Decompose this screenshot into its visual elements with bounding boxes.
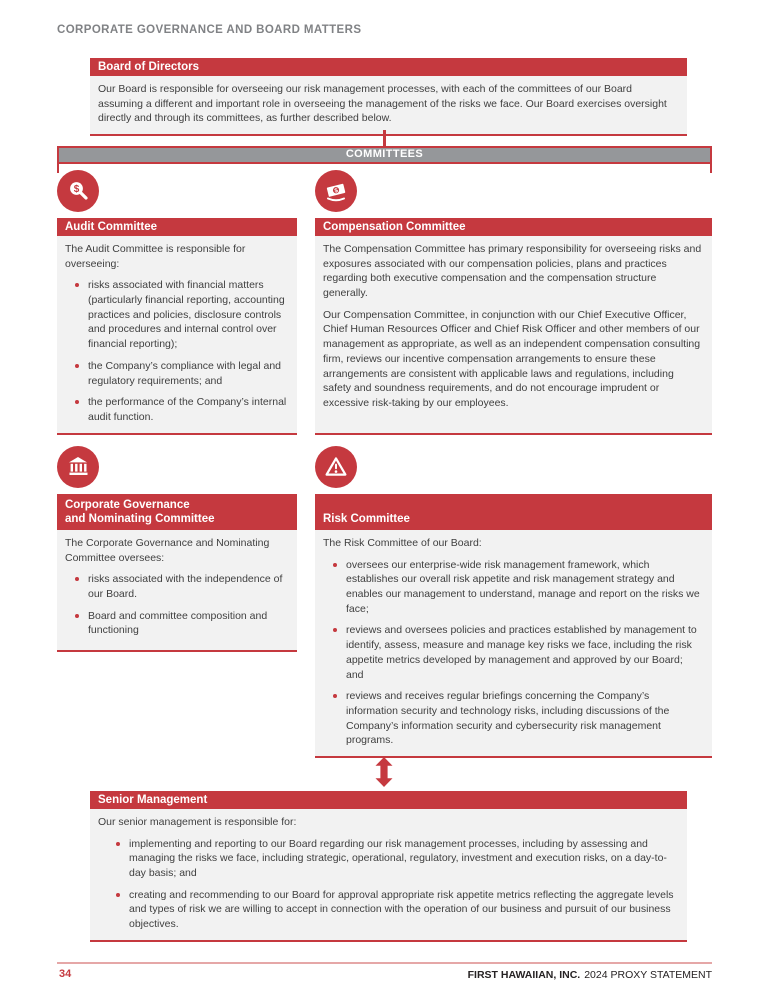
page-title: CORPORATE GOVERNANCE AND BOARD MATTERS	[57, 24, 362, 36]
footer-doc-name: 2024 PROXY STATEMENT	[584, 969, 712, 981]
committees-bar: COMMITTEES	[57, 146, 712, 164]
risk-intro: The Risk Committee of our Board:	[323, 537, 482, 549]
bullet-dot-icon	[75, 283, 79, 287]
governance-committee-box	[57, 446, 297, 652]
senior-management-box	[90, 791, 687, 942]
board-to-committees-connector	[383, 130, 386, 146]
list-item	[333, 623, 703, 682]
footer-page-number: 34	[59, 968, 72, 980]
committees-row-2	[57, 446, 712, 758]
governance-intro: The Corporate Governance and Nominating Committee oversees:	[65, 537, 270, 564]
list-item	[75, 395, 288, 424]
risk-committee-body	[315, 530, 712, 758]
governance-header-line-2: and Nominating Committee	[65, 513, 215, 525]
governance-committee-body	[57, 530, 297, 652]
footer-company-name: FIRST HAWAIIAN, INC.	[467, 969, 581, 981]
compensation-committee-body	[315, 236, 712, 435]
compensation-paragraph: Our Compensation Committee, in conjunction with our Chief Executive Officer, Chief Human Resources Officer and Chief Risk Officer and other members of our management as appropriate, as well as an independent compensation consulting firm, reviews our incentive compensation arrangements to ensure these arrangements are consistent with applicable laws and regulations, including safety and soundness requirements, and do not encourage imprudent or excessive risk-taking by our employees.	[323, 308, 701, 409]
committees-row-1	[57, 170, 712, 435]
board-of-directors-body: Our Board is responsible for overseeing our risk management processes, with each of the committees of our Board assuming a different and important role in overseeing the management of the risks we face. Our Board exercises oversight directly and through its committees, as further described below.	[90, 76, 687, 136]
svg-text:$: $	[73, 184, 80, 195]
audit-committee-body	[57, 236, 297, 435]
senior-management-header: Senior Management	[90, 791, 687, 809]
bullet-text: reviews and oversees policies and practices established by management to identify, assess, measure and manage key risks we face, including the risk appetite metrics developed by management and approved by our Board; and	[346, 624, 697, 681]
list-item	[75, 359, 288, 388]
list-item	[75, 609, 288, 638]
svg-text:$: $	[333, 188, 339, 195]
senior-management-bullet-list	[98, 837, 678, 932]
governance-header-line-1: Corporate Governance	[65, 498, 190, 511]
bullet-dot-icon	[75, 577, 79, 581]
bullet-dot-icon	[333, 628, 337, 632]
bank-building-icon	[57, 446, 99, 488]
bullet-dot-icon	[75, 400, 79, 404]
bullet-text: creating and recommending to our Board for approval appropriate risk appetite metrics reflecting the aggregate levels and types of risk we are willing to accept in connection with the operation of our business and pursuit of our business objectives.	[129, 888, 674, 931]
bullet-dot-icon	[75, 364, 79, 368]
senior-management-body	[90, 809, 687, 942]
money-in-hand-icon	[315, 170, 357, 212]
bullet-text: reviews and receives regular briefings concerning the Company’s information security and technology risks, including discussions of the Company’s information security and cybersecurity risk management programs.	[346, 690, 670, 747]
compensation-committee-box	[315, 170, 712, 435]
list-item	[116, 837, 678, 881]
risk-committee-box	[315, 446, 712, 758]
footer-divider	[57, 962, 712, 964]
bullet-text: oversees our enterprise-wide risk management framework, which establishes our overall risk appetite and risk management strategy and enables our management to understand, manage and report on the risks we face;	[346, 558, 700, 615]
magnifier-dollar-icon	[57, 170, 99, 212]
bullet-text: implementing and reporting to our Board regarding our risk management processes, including by assessing and managing the risks we face, including strategic, operational, regulatory, investment and execution risks, on a day-to-day basis; and	[129, 837, 667, 880]
bullet-text: risks associated with financial matters (particularly financial reporting, accounting practices and policies, disclosure controls and procedures and internal control over financial reporting);	[88, 279, 285, 351]
bullet-text: the performance of the Company’s internal audit function.	[88, 396, 287, 423]
up-down-arrow-icon	[375, 757, 393, 792]
bullet-dot-icon	[75, 614, 79, 618]
audit-bullet-list	[65, 278, 288, 424]
bullet-dot-icon	[333, 563, 337, 567]
risk-bullet-list	[323, 558, 703, 748]
bullet-dot-icon	[116, 893, 120, 897]
audit-committee-box	[57, 170, 297, 435]
risk-committee-header	[315, 494, 712, 530]
bullet-dot-icon	[333, 694, 337, 698]
bullet-text: risks associated with the independence of our Board.	[88, 573, 283, 601]
bullet-text: the Company’s compliance with legal and regulatory requirements; and	[88, 359, 281, 387]
board-of-directors-header: Board of Directors	[90, 58, 687, 76]
audit-intro: The Audit Committee is responsible for overseeing:	[65, 243, 246, 270]
list-item	[116, 888, 678, 932]
board-of-directors-box	[90, 58, 687, 136]
bullet-dot-icon	[116, 842, 120, 846]
compensation-committee-header: Compensation Committee	[315, 218, 712, 236]
list-item	[333, 689, 703, 748]
risk-header-text: Risk Committee	[323, 512, 410, 525]
compensation-paragraph: The Compensation Committee has primary responsibility for overseeing risks and exposures associated with our compensation policies, plans and practices regarding both executive compensation and the compensation structure generally.	[323, 243, 702, 300]
warning-triangle-icon	[315, 446, 357, 488]
list-item	[333, 558, 703, 617]
senior-management-intro: Our senior management is responsible for:	[98, 816, 297, 828]
governance-committee-header	[57, 494, 297, 530]
governance-bullet-list	[65, 572, 288, 638]
footer-document-title	[468, 969, 712, 981]
list-item	[75, 572, 288, 601]
bullet-text: Board and committee composition and functioning	[88, 609, 268, 637]
list-item	[75, 278, 288, 351]
audit-committee-header: Audit Committee	[57, 218, 297, 236]
